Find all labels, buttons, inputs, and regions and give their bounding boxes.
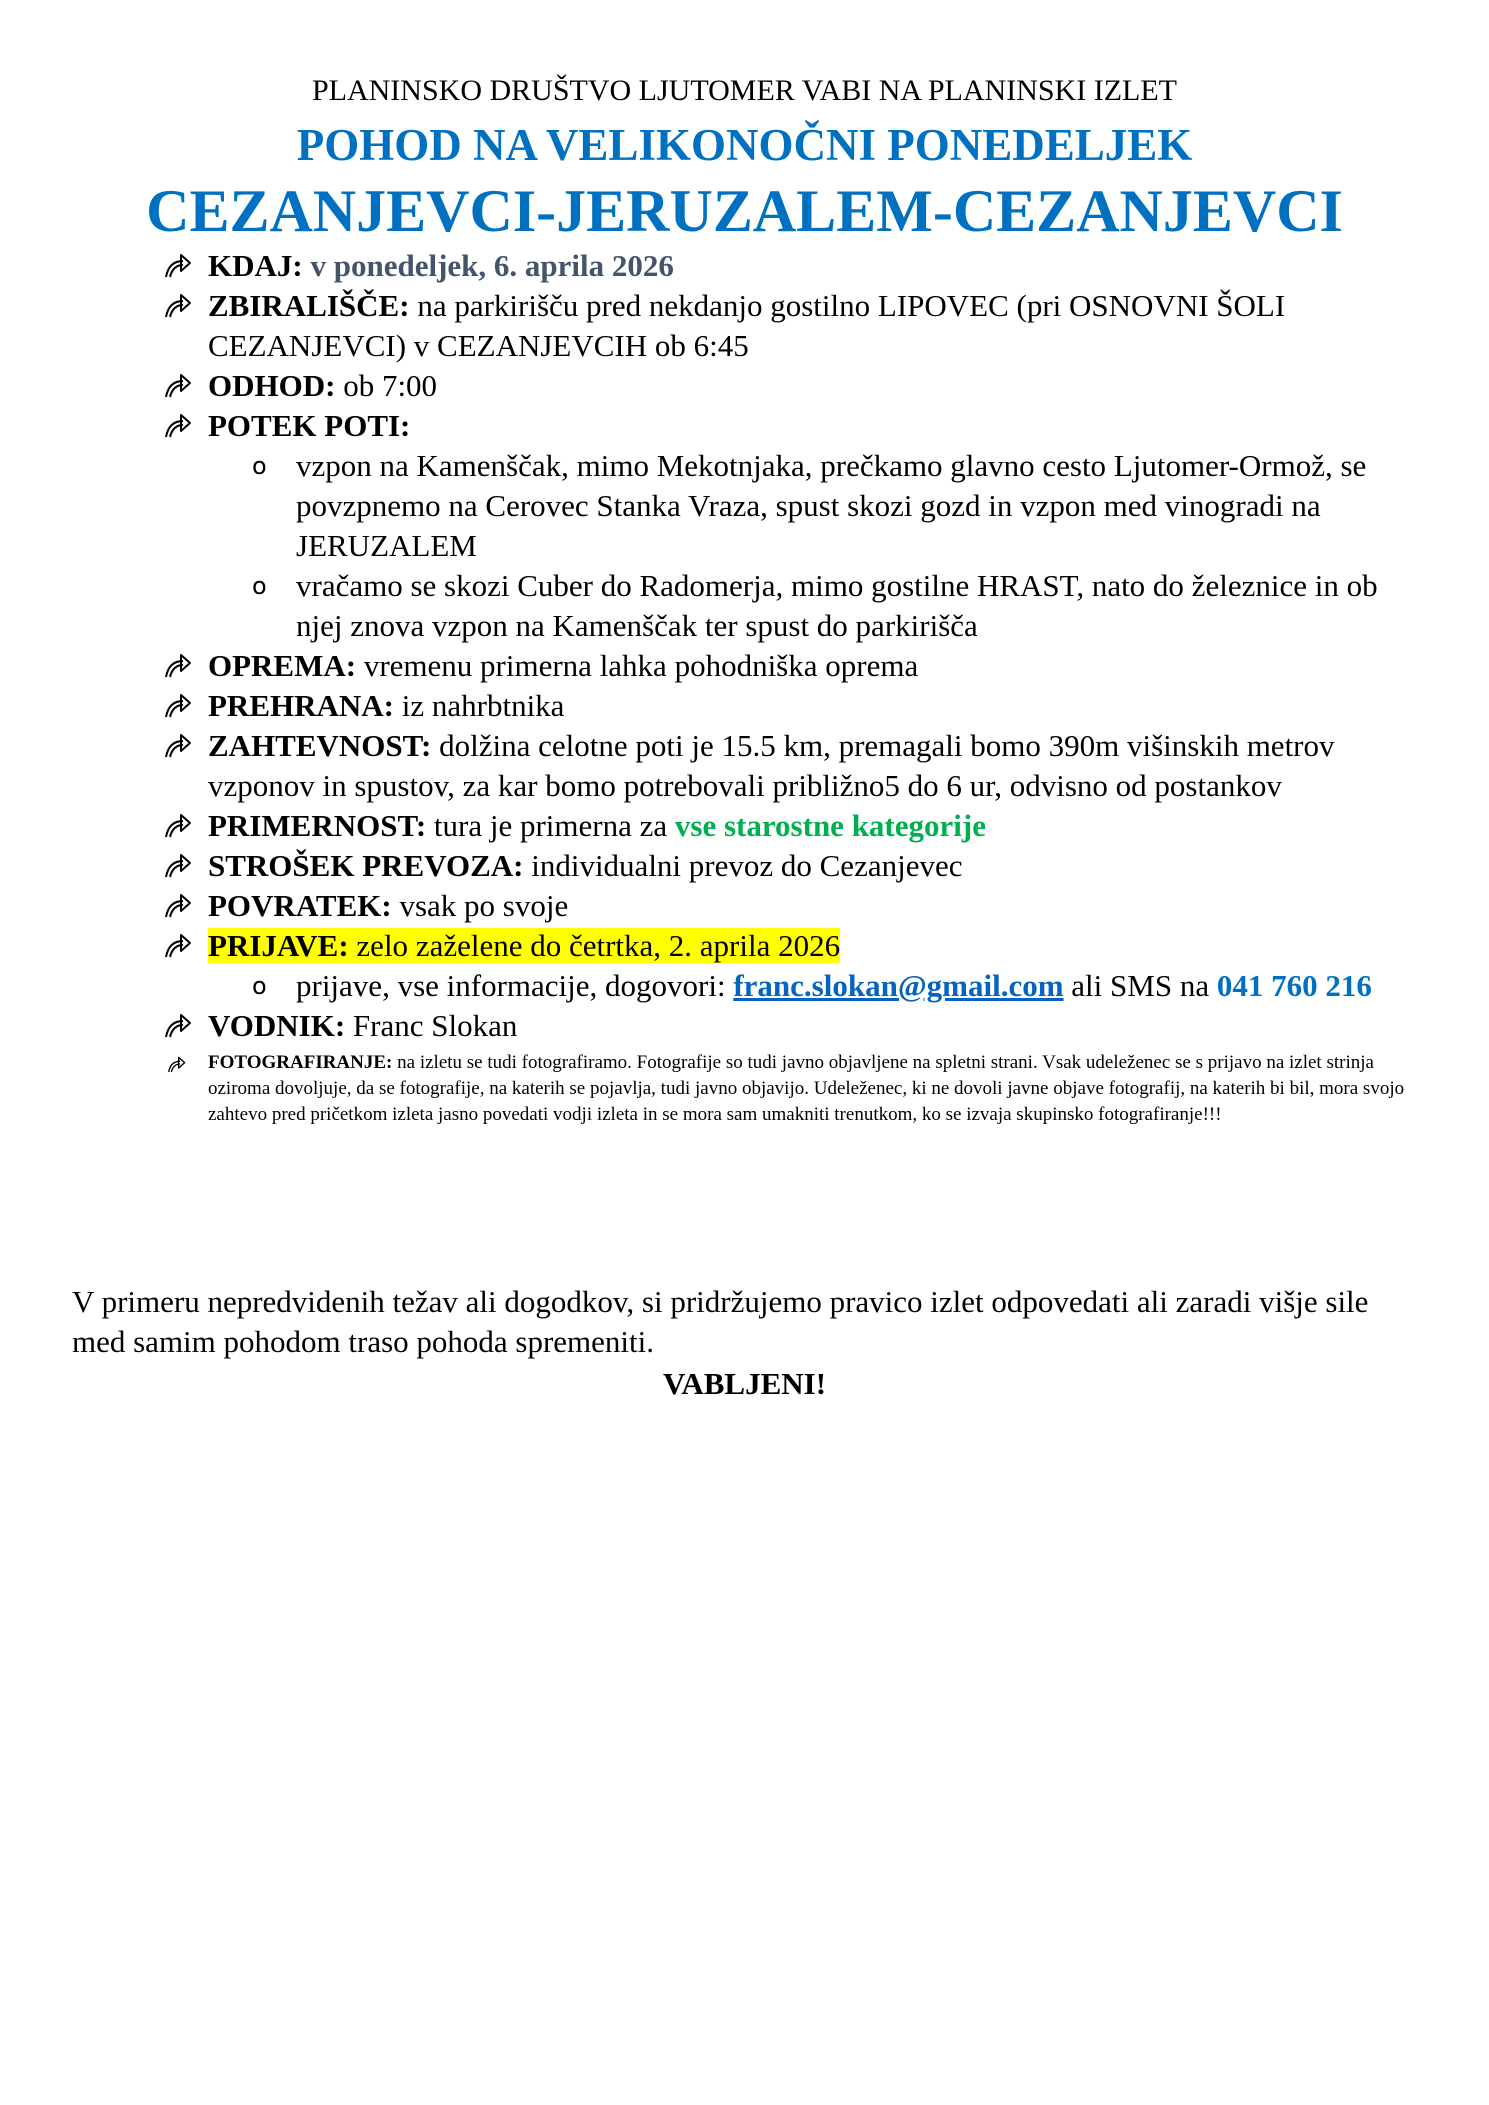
detail-label: OPREMA: xyxy=(208,648,357,683)
detail-label: ZBIRALIŠČE: xyxy=(208,288,410,323)
curved-arrow-icon xyxy=(162,850,192,880)
detail-label: KDAJ: xyxy=(208,248,303,283)
curved-arrow-icon xyxy=(162,370,192,400)
detail-label: PREHRANA: xyxy=(208,688,394,723)
detail-value: individualni prevoz do Cezanjevec xyxy=(531,848,963,883)
detail-strosek xyxy=(160,846,1410,886)
detail-label: VODNIK: xyxy=(208,1008,346,1043)
route-step xyxy=(160,566,1410,646)
detail-value: iz nahrbtnika xyxy=(401,688,565,723)
detail-label: PRIMERNOST: xyxy=(208,808,427,843)
detail-label: POVRATEK: xyxy=(208,888,392,923)
circle-bullet-icon: o xyxy=(252,972,267,1000)
detail-value: vremenu primerna lahka pohodniška oprema xyxy=(363,648,919,683)
detail-value: tura je primerna za xyxy=(433,808,668,843)
detail-label: ODHOD: xyxy=(208,368,336,403)
organizer-line: PLANINSKO DRUŠTVO LJUTOMER VABI NA PLANINSKI IZLET xyxy=(311,74,1178,107)
detail-value: Franc Slokan xyxy=(352,1008,518,1043)
detail-vodnik xyxy=(160,1006,1410,1046)
curved-arrow-icon xyxy=(162,690,192,720)
detail-prijave xyxy=(160,926,1410,966)
details-list xyxy=(160,246,1410,1128)
curved-arrow-icon xyxy=(166,1054,186,1074)
registration-info-middle: ali SMS na xyxy=(1071,968,1210,1003)
detail-value: ob 7:00 xyxy=(343,368,438,403)
curved-arrow-icon xyxy=(162,890,192,920)
detail-oprema xyxy=(160,646,1410,686)
closing-text: VABLJENI! xyxy=(662,1366,827,1401)
detail-value: na izletu se tudi fotografiramo. Fotografije so tudi javno objavljene na spletni strani. Vsak udeleženec se s prijavo na izlet strinja oziroma dovoljuje, da se fotografije, na katerih se pojavlja, tudi javno objavijo. Udeleženec, ki ne dovoli javne objave fotografij, na katerih bi bil, mora svojo zahtevo pred pričetkom izleta jasno povedati vodji izleta in se mora sam umakniti trenutkom, ko se izvaja skupinsko fotografiranje!!! xyxy=(208,1052,1405,1125)
detail-label: STROŠEK PREVOZA: xyxy=(208,848,524,883)
detail-odhod xyxy=(160,366,1410,406)
curved-arrow-icon xyxy=(162,650,192,680)
disclaimer-note: V primeru nepredvidenih težav ali dogodkov, si pridržujemo pravico izlet odpovedati ali zaradi višje sile med samim pohodom traso pohoda spremeniti. xyxy=(72,1284,1369,1359)
phone-number: 041 760 216 xyxy=(1216,968,1372,1003)
circle-bullet-icon: o xyxy=(252,572,267,600)
registration-highlight xyxy=(208,928,840,963)
circle-bullet-icon: o xyxy=(252,452,267,480)
detail-label: FOTOGRAFIRANJE: xyxy=(208,1052,393,1073)
detail-label: PRIJAVE: xyxy=(208,928,349,963)
detail-value: zelo zaželene do četrtka, 2. aprila 2026 xyxy=(356,928,841,963)
curved-arrow-icon xyxy=(162,1010,192,1040)
curved-arrow-icon xyxy=(162,290,192,320)
detail-zahtevnost xyxy=(160,726,1410,806)
detail-fotografiranje xyxy=(160,1050,1410,1128)
detail-potek xyxy=(160,406,1410,446)
registration-info-prefix: prijave, vse informacije, dogovori: xyxy=(296,968,726,1003)
detail-label: ZAHTEVNOST: xyxy=(208,728,432,763)
detail-value: dolžina celotne poti je 15.5 km, premagali bomo 390m višinskih metrov vzponov in spustov, za kar bomo potrebovali približno5 do 6 ur, odvisno od postankov xyxy=(208,728,1335,803)
route-title: CEZANJEVCI-JERUZALEM-CEZANJEVCI xyxy=(146,178,1343,244)
detail-prehrana xyxy=(160,686,1410,726)
route-step-text: vzpon na Kamenščak, mimo Mekotnjaka, prečkamo glavno cesto Ljutomer-Ormož, se povzpnemo na Cerovec Stanka Vraza, spust skozi gozd in vzpon med vinogradi na JERUZALEM xyxy=(296,448,1367,563)
detail-label: POTEK POTI: xyxy=(208,408,411,443)
detail-zbiralisce xyxy=(160,286,1410,366)
registration-info xyxy=(160,966,1410,1006)
curved-arrow-icon xyxy=(162,930,192,960)
event-title: POHOD NA VELIKONOČNI PONEDELJEK xyxy=(296,120,1193,170)
curved-arrow-icon xyxy=(162,810,192,840)
detail-value: na parkirišču pred nekdanjo gostilno LIPOVEC (pri OSNOVNI ŠOLI CEZANJEVCI) v CEZANJEVCIH ob 6:45 xyxy=(208,288,1286,363)
email-link[interactable]: franc.slokan@gmail.com xyxy=(733,968,1064,1003)
curved-arrow-icon xyxy=(162,410,192,440)
detail-povratek xyxy=(160,886,1410,926)
detail-value: vsak po svoje xyxy=(399,888,569,923)
detail-primernost xyxy=(160,806,1410,846)
detail-kdaj xyxy=(160,246,1410,286)
curved-arrow-icon xyxy=(162,730,192,760)
route-step-text: vračamo se skozi Cuber do Radomerja, mimo gostilne HRAST, nato do železnice in ob njej znova vzpon na Kamenščak ter spust do parkirišča xyxy=(296,568,1378,643)
age-categories-highlight: vse starostne kategorije xyxy=(674,808,986,843)
route-step xyxy=(160,446,1410,566)
curved-arrow-icon xyxy=(162,250,192,280)
detail-value: v ponedeljek, 6. aprila 2026 xyxy=(310,248,674,283)
